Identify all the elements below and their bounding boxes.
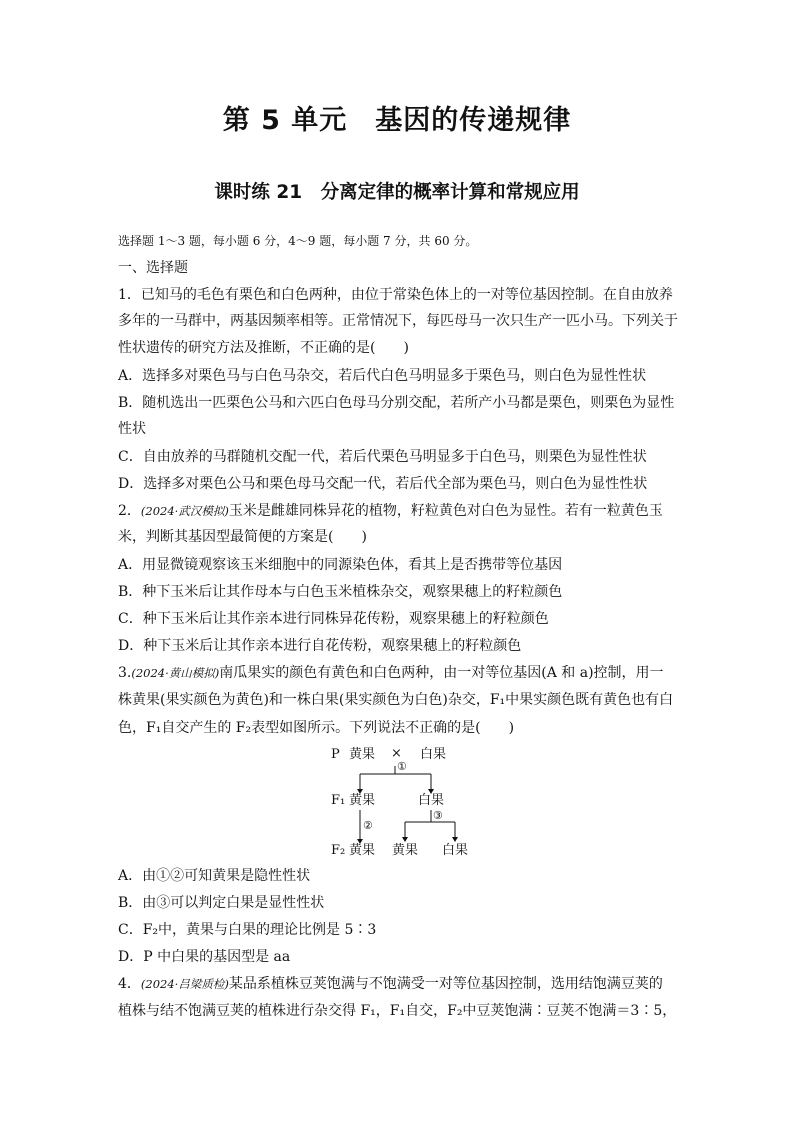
unit-title: 第 5 单元 基因的传递规律 [222,105,572,136]
q2-stem-text: 玉米是雌雄同株异花的植物，籽粒黄色对白色为显性。若有一粒黄色玉 [228,503,663,519]
q2-option-c: C．种下玉米后让其作亲本进行同株异花传粉，观察果穗上的籽粒颜色 [118,611,549,627]
lesson-title: 课时练 21 分离定律的概率计算和常规应用 [214,182,580,203]
q2-source: (2024·武汉模拟) [140,504,229,518]
q3-source: (2024·黄山模拟) [131,666,220,680]
q2-option-a: A．用显微镜观察该玉米细胞中的同源染色体，看其上是否携带等位基因 [118,557,563,573]
diagram-step-3: ③ [433,809,443,822]
q1-option-b: B．随机选出一匹栗色公马和六匹白色母马分别交配，若所产小马都是栗色，则栗色为显性 [118,395,675,411]
q3-option-b: B．由③可以判定白果是显性性状 [118,895,325,911]
q4-stem-line1 [118,974,683,994]
diagram-f1-yellow: 黄果 [349,793,376,808]
q2-number: 2． [118,503,141,519]
section-heading: 一、选择题 [118,260,188,276]
q3-number: 3. [118,665,132,681]
intro-text: 选择题 1～3 题，每小题 6 分，4～9 题，每小题 7 分，共 60 分。 [118,234,478,248]
diagram-f2-white: 白果 [442,843,469,858]
q2-option-d: D．种下玉米后让其作亲本进行自花传粉，观察果穗上的籽粒颜色 [118,638,522,654]
cross-diagram [325,744,475,862]
q4-number: 4． [118,976,141,992]
diagram-cross-symbol: × [391,746,402,761]
q3-stem-line1 [118,663,683,683]
q3-stem-text: 南瓜果实的颜色有黄色和白色两种，由一对等位基因(A 和 a)控制，用一 [219,665,664,681]
q1-stem-line1: 1．已知马的毛色有栗色和白色两种，由位于常染色体上的一对等位基因控制。在自由放养 [118,287,673,303]
diagram-f2-yellow: 黄果 [349,843,376,858]
q2-stem-line1 [118,501,683,521]
q1-option-d: D．选择多对栗色公马和栗色母马交配一代，若后代全部为栗色马，则白色为显性性状 [118,476,648,492]
q2-option-b: B．种下玉米后让其作母本与白色玉米植株杂交，观察果穗上的籽粒颜色 [118,584,563,600]
q1-option-c: C．自由放养的马群随机交配一代，若后代栗色马明显多于白色马，则栗色为显性性状 [118,449,647,465]
q3-stem-line3: 色，F₁自交产生的 F₂表型如图所示。下列说法不正确的是( ) [118,720,515,736]
q1-stem-line2: 多年的一马群中，两基因频率相等。正常情况下，每匹母马一次只生产一匹小马。下列关于 [118,313,678,329]
diagram-p-label: P [331,747,340,762]
q4-stem-text: 某品系植株豆荚饱满与不饱满受一对等位基因控制，选用结饱满豆荚的 [228,976,663,992]
diagram-f1-label: F₁ [331,793,346,808]
diagram-p-white: 白果 [420,747,447,762]
diagram-f1-white: 白果 [418,793,445,808]
diagram-f2-label: F₂ [331,843,346,858]
q3-option-a: A．由①②可知黄果是隐性性状 [118,868,311,884]
q1-stem-line3: 性状遗传的研究方法及推断，不正确的是( ) [118,340,409,356]
q4-source: (2024·吕梁质检) [140,977,229,991]
diagram-step-1: ① [397,760,407,773]
q1-option-a: A．选择多对栗色马与白色马杂交，若后代白色马明显多于栗色马，则白色为显性性状 [118,368,647,384]
q3-option-c: C．F₂中，黄果与白果的理论比例是 5∶3 [118,922,377,938]
q3-stem-line2: 株黄果(果实颜色为黄色)和一株白果(果实颜色为白色)杂交，F₁中果实颜色既有黄色也有白 [118,692,674,708]
diagram-step-2: ② [363,819,373,832]
q4-stem-line2: 植株与结不饱满豆荚的植株进行杂交得 F₁，F₁自交，F₂中豆荚饱满∶豆荚不饱满＝3∶5， [118,1003,677,1019]
q2-stem-line2: 米，判断其基因型最简便的方案是( ) [118,529,367,545]
diagram-f2-yellow-2: 黄果 [392,843,419,858]
q3-option-d: D．P 中白果的基因型是 aa [118,949,291,965]
diagram-p-yellow: 黄果 [349,747,376,762]
q1-option-b-cont: 性状 [118,421,146,437]
